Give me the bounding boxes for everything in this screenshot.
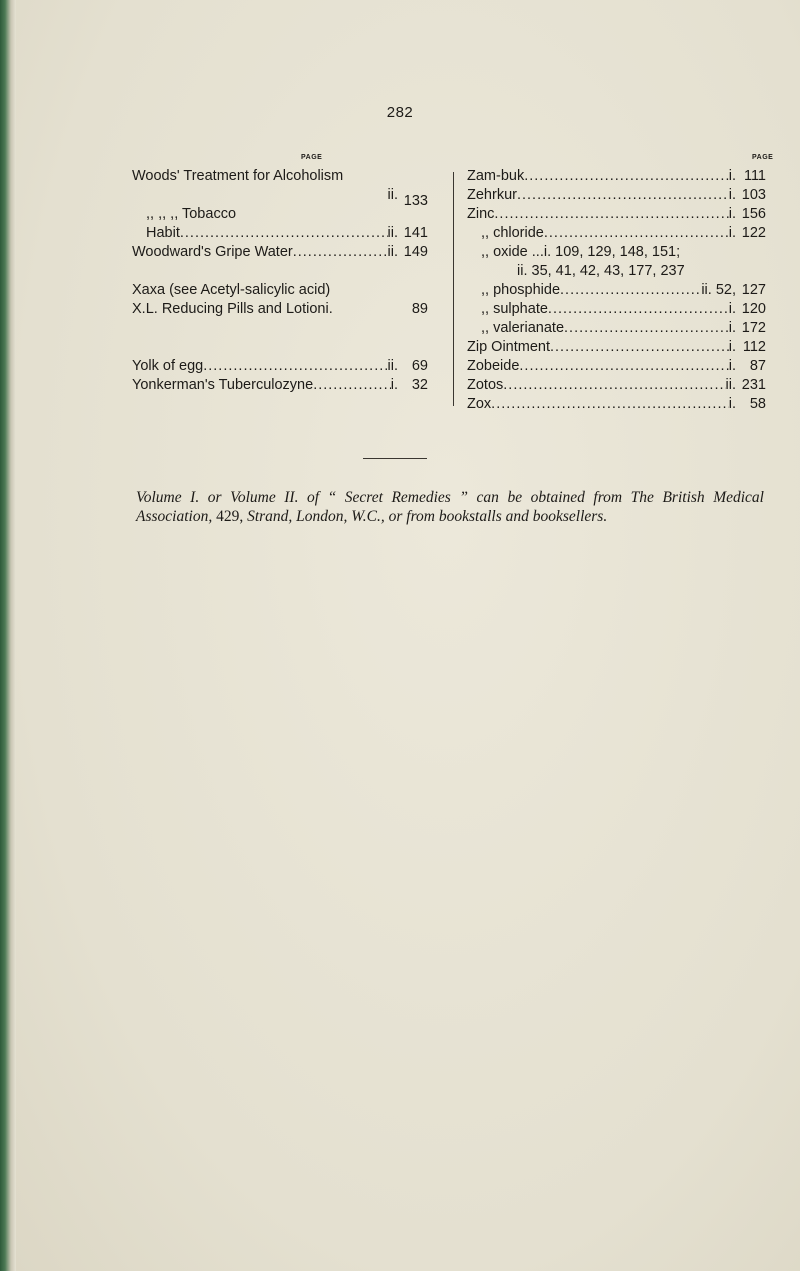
- volume-ref: i.: [728, 301, 736, 317]
- index-entry: [132, 205, 428, 224]
- volume-ref: i.: [728, 358, 736, 374]
- index-entry: [467, 224, 766, 243]
- entry-term: Yonkerman's Tuberculozyne: [132, 377, 314, 393]
- footer-volume-text: Volume I. or Volume II. of: [136, 489, 320, 506]
- index-entry: [467, 281, 766, 300]
- section-rule: [363, 458, 427, 459]
- page-ref: 111: [743, 168, 766, 184]
- volume-ref: i.: [728, 225, 736, 241]
- left-column-page-header: PAGE: [301, 154, 323, 161]
- page-ref: 149: [403, 244, 428, 260]
- volume-ref: i.: [728, 396, 736, 412]
- entry-term: X.L. Reducing Pills and Lotion: [132, 301, 326, 317]
- index-entry: [132, 300, 428, 319]
- index-entry: [467, 262, 766, 281]
- page-ref: 89: [411, 301, 428, 317]
- page-ref: 103: [741, 187, 766, 203]
- index-entry: [132, 224, 428, 243]
- index-entry: [132, 357, 428, 376]
- index-entry: [467, 167, 766, 186]
- footer-title: “ Secret Remedies ”: [327, 489, 468, 506]
- left-index-column: [132, 167, 428, 395]
- leader-dots: [491, 395, 729, 414]
- page-number: 282: [386, 104, 414, 121]
- leader-dots: [293, 243, 388, 262]
- leader-dots: [180, 224, 388, 243]
- page-ref: 122: [741, 225, 766, 241]
- footer-address-number: 429,: [216, 508, 244, 525]
- volume-ref: i.: [728, 187, 736, 203]
- book-spine-edge: [0, 0, 16, 1271]
- index-entry: [467, 338, 766, 357]
- page-ref: 112: [742, 339, 766, 355]
- page-ref: 127: [741, 282, 766, 298]
- volume-ref: i.: [390, 377, 398, 393]
- leader-dots: [203, 357, 387, 376]
- index-entry: [467, 395, 766, 414]
- leader-dots: [550, 338, 729, 357]
- entry-term: ,, phosphide: [481, 282, 561, 298]
- leader-dots: [494, 205, 728, 224]
- entry-term: Habit: [146, 225, 180, 241]
- entry-term: Zox: [467, 396, 492, 412]
- entry-term: Zobeide: [467, 358, 520, 374]
- page-ref: 69: [411, 358, 428, 374]
- entry-term: Zotos: [467, 377, 504, 393]
- entry-term: ,, chloride: [481, 225, 544, 241]
- volume-ref: i.: [728, 320, 736, 336]
- volume-ref: ii.: [725, 377, 736, 393]
- page-ref: 32: [411, 377, 428, 393]
- entry-term: Zinc: [467, 206, 495, 222]
- footer-source-text: can be obtained from The British Medical Association,: [136, 489, 764, 525]
- entry-term: Woods' Treatment for Alcoholism: [132, 168, 344, 184]
- entry-term: Woodward's Gripe Water: [132, 244, 293, 260]
- entry-term: ,, ,, ,, Tobacco: [146, 206, 237, 222]
- page-ref: 231: [741, 377, 766, 393]
- entry-term: Zam-buk: [467, 168, 525, 184]
- page-ref: 133: [403, 193, 428, 209]
- footer-address-text: Strand, London, W.C., or from bookstalls and booksellers.: [247, 508, 608, 525]
- entry-term: ii. 35, 41, 42, 43, 177, 237: [517, 263, 685, 279]
- index-entry: [467, 357, 766, 376]
- leader-dots: [560, 281, 701, 300]
- page-ref: 120: [741, 301, 766, 317]
- index-entry: [132, 243, 428, 262]
- leader-dots: [313, 376, 391, 395]
- index-entry: [467, 243, 766, 262]
- blank-line: [132, 262, 428, 281]
- blank-line: [132, 338, 428, 357]
- page-ref: 156: [741, 206, 766, 222]
- volume-ref: i.: [728, 168, 736, 184]
- page-ref: 141: [403, 225, 428, 241]
- index-entry: [132, 376, 428, 395]
- blank-line: [132, 319, 428, 338]
- column-divider: [453, 172, 454, 406]
- index-entry: [132, 281, 428, 300]
- volume-ref: i.: [325, 301, 333, 317]
- entry-term: Zip Ointment: [467, 339, 550, 355]
- entry-term: ,, valerianate: [481, 320, 565, 336]
- index-entry: [467, 205, 766, 224]
- volume-ref: ii.: [387, 358, 398, 374]
- entry-term: ,, oxide ...i. 109, 129, 148, 151;: [481, 244, 681, 260]
- volume-ref: ii.: [387, 244, 398, 260]
- index-entry: [132, 167, 428, 186]
- volume-ref: ii. 52,: [701, 282, 736, 298]
- leader-dots: [503, 376, 725, 395]
- right-column-page-header: PAGE: [752, 154, 774, 161]
- right-index-column: [467, 167, 766, 414]
- volume-ref: ii.: [387, 225, 398, 241]
- leader-dots: [524, 167, 729, 186]
- volume-ref: ii.: [387, 187, 398, 203]
- leader-dots: [564, 319, 729, 338]
- index-entry: [132, 186, 428, 209]
- page-ref: 58: [749, 396, 766, 412]
- leader-dots: [519, 357, 728, 376]
- entry-term: Yolk of egg: [132, 358, 204, 374]
- leader-dots: [544, 224, 729, 243]
- index-entry: [467, 376, 766, 395]
- index-entry: [467, 186, 766, 205]
- entry-term: ,, sulphate: [481, 301, 548, 317]
- index-entry: [467, 300, 766, 319]
- page-ref: 172: [741, 320, 766, 336]
- entry-term: Xaxa (see Acetyl-salicylic acid): [132, 282, 331, 298]
- leader-dots: [548, 300, 729, 319]
- page-ref: 87: [749, 358, 766, 374]
- volume-ref: i.: [728, 206, 736, 222]
- volume-ref: i.: [728, 339, 736, 355]
- entry-term: Zehrkur: [467, 187, 517, 203]
- index-entry: [467, 319, 766, 338]
- leader-dots: [517, 186, 729, 205]
- footer-note: [136, 488, 764, 526]
